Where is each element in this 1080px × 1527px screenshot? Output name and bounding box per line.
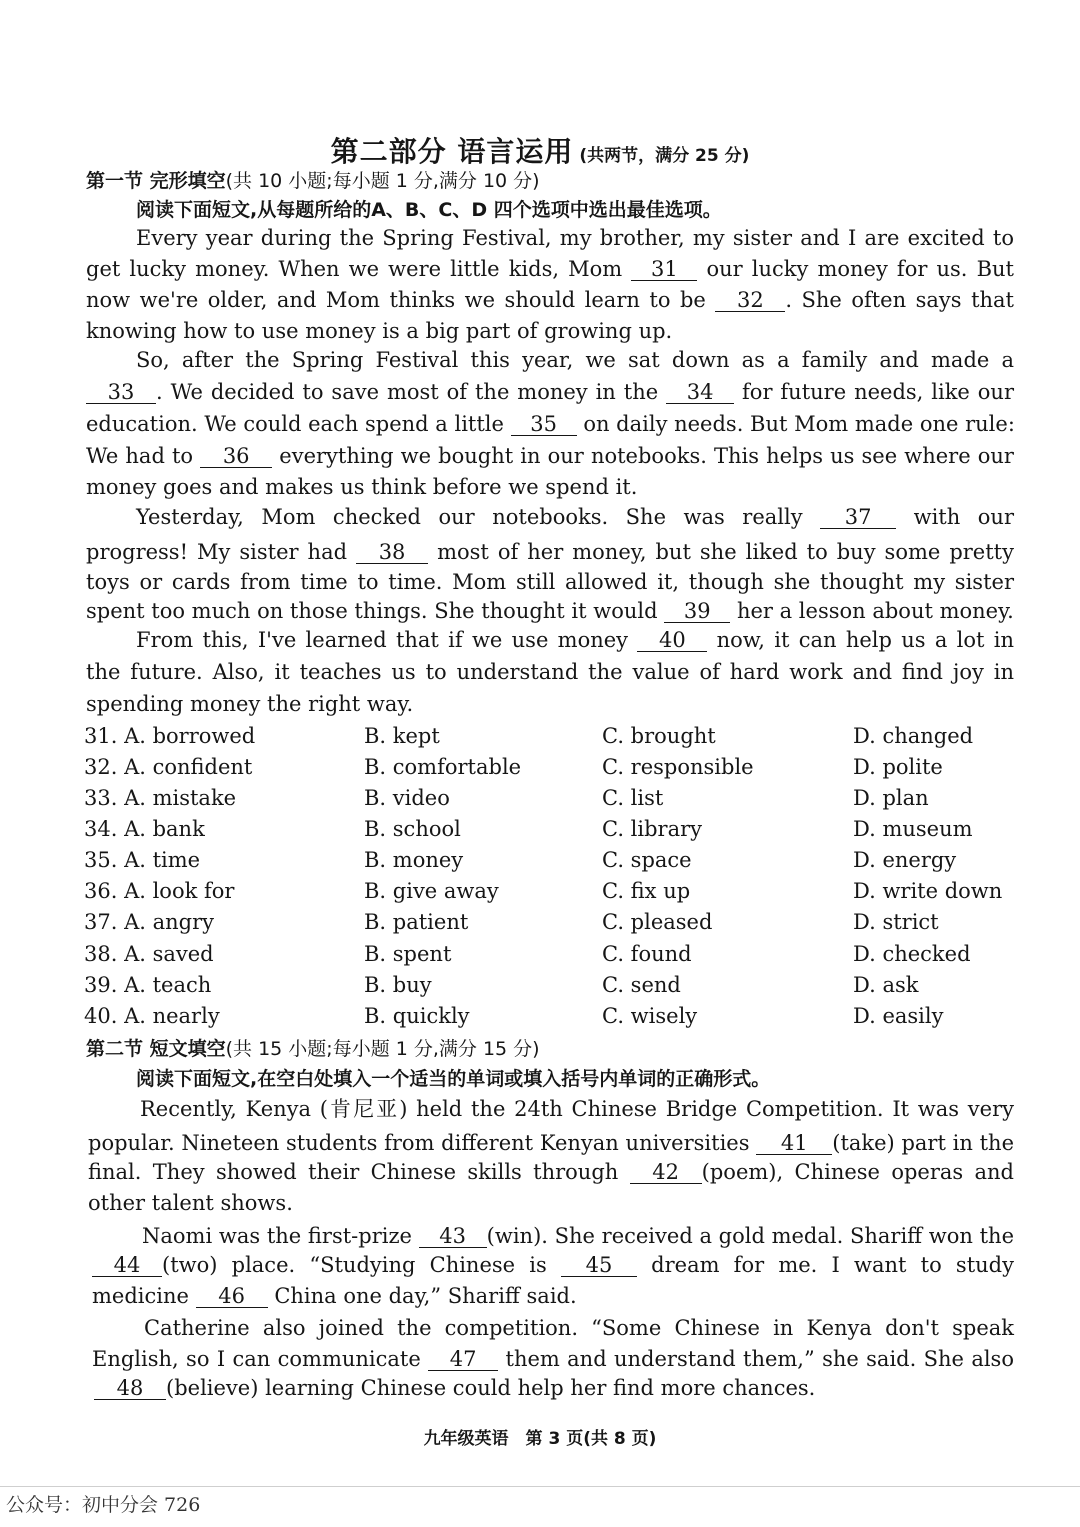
option-choice[interactable]: D. polite [853,755,943,779]
option-row [84,845,1024,875]
blank-37[interactable]: 37 [820,506,896,529]
option-choice[interactable]: B. buy [364,973,432,997]
section1-instruction: 阅读下面短文,从每题所给的A、B、C、D 四个选项中选出最佳选项。 [136,199,722,221]
option-row [84,814,1024,844]
blank-31[interactable]: 31 [631,258,697,281]
section2-heading-label: 第二节 短文填空 [86,1038,226,1060]
section1-heading [86,167,1014,195]
passage2-line: Catherine also joined the competition. “Some Chinese in Kenya don't speak [144,1316,1014,1340]
text-fragment: . We decided to save most of the money in the [156,380,659,404]
blank-33[interactable]: 33 [86,381,156,404]
passage1-line [86,597,1014,625]
part-title-main: 第二部分 语言运用 [330,135,574,168]
option-choice[interactable]: C. fix up [602,879,691,903]
passage2-line [88,1129,1014,1157]
option-choice[interactable]: B. video [364,786,450,810]
text-fragment: (believe) learning Chinese could help her find more chances. [166,1376,816,1400]
blank-47[interactable]: 47 [428,1348,498,1371]
text-fragment: our lucky money for us. But [706,257,1014,281]
option-row [84,783,1024,813]
text-fragment: with our [913,505,1014,529]
option-row [84,970,1024,1000]
text-fragment: medicine [92,1284,189,1308]
text-fragment: English, so I can communicate [92,1347,421,1371]
blank-42[interactable]: 42 [630,1161,702,1184]
text-fragment: China one day,” Shariff said. [274,1284,577,1308]
option-choice[interactable]: C. responsible [602,755,754,779]
passage1-line [86,442,1014,470]
section2-instruction: 阅读下面短文,在空白处填入一个适当的单词或填入括号内单词的正确形式。 [136,1068,771,1090]
text-fragment: for future needs, like our [742,380,1014,404]
text-fragment: (two) place. “Studying Chinese is [162,1253,547,1277]
part-title [0,130,1080,170]
section1-heading-note: (共 10 小题;每小题 1 分,满分 10 分) [225,170,540,192]
text-fragment: (poem), Chinese operas and [701,1160,1014,1184]
text-fragment: We had to [86,444,194,468]
passage2-line [94,1374,1022,1402]
text-fragment: her a lesson about money. [736,599,1014,623]
passage1-line: knowing how to use money is a big part of growing up. [86,319,673,343]
text-fragment: Naomi was the first-prize [142,1224,412,1248]
passage1-line: toys or cards from time to time. Mom still allowed it, though she thought my sister [86,570,1014,594]
text-fragment: final. They showed their Chinese skills through [88,1160,619,1184]
passage1-line: the future. Also, it teaches us to understand the value of hard work and find joy in [86,660,1014,684]
passage2-line: Recently, Kenya (肯尼亚) held the 24th Chinese Bridge Competition. It was very [140,1097,1014,1121]
part-title-note: (共两节，满分 25 分) [579,146,750,166]
passage1-line: money goes and makes us think before we spend it. [86,475,638,499]
option-row [84,1001,1024,1031]
text-fragment: (win). She received a gold medal. Shariff won the [486,1224,1014,1248]
option-choice[interactable]: B. patient [364,910,469,934]
option-choice[interactable]: D. museum [853,817,973,841]
option-choice[interactable]: B. spent [364,942,452,966]
option-choice[interactable]: B. give away [364,879,499,903]
passage2-line [142,1222,1014,1250]
passage1-line [136,626,1014,654]
option-choice[interactable]: 35. A. time [84,848,201,872]
option-choice[interactable]: 40. A. nearly [84,1004,220,1028]
blank-34[interactable]: 34 [666,381,734,404]
option-choice[interactable]: 37. A. angry [84,910,214,934]
text-fragment: From this, I've learned that if we use money [136,628,629,652]
option-choice[interactable]: 32. A. confident [84,755,253,779]
option-choice[interactable]: D. plan [853,786,929,810]
option-choice[interactable]: D. energy [853,848,957,872]
option-choice[interactable]: D. ask [853,973,919,997]
text-fragment: dream for me. I want to study [651,1253,1014,1277]
passage2-line [92,1345,1014,1373]
option-choice[interactable]: C. pleased [602,910,713,934]
text-fragment: get lucky money. When we were little kids, Mom [86,257,623,281]
blank-41[interactable]: 41 [756,1132,832,1155]
option-row [84,752,1024,782]
passage1-line [86,538,1014,566]
text-fragment: progress! My sister had [86,540,348,564]
option-choice[interactable]: 38. A. saved [84,942,214,966]
option-choice[interactable]: C. list [602,786,664,810]
text-fragment: everything we bought in our notebooks. This helps us see where our [279,444,1014,468]
passage1-line [86,410,1014,438]
option-choice[interactable]: B. comfortable [364,755,522,779]
option-choice[interactable]: C. library [602,817,703,841]
passage1-line [86,286,1014,314]
text-fragment: . She often says that [785,288,1014,312]
option-choice[interactable]: B. school [364,817,461,841]
blank-39[interactable]: 39 [664,600,730,623]
blank-35[interactable]: 35 [511,413,577,436]
option-row [84,939,1024,969]
option-choice[interactable]: D. checked [853,942,971,966]
blank-32[interactable]: 32 [715,289,785,312]
section1-heading-label: 第一节 完形填空 [86,170,226,192]
option-choice[interactable]: C. brought [602,724,716,748]
text-fragment: them and understand them,” she said. She also [505,1347,1014,1371]
option-choice[interactable]: B. kept [364,724,440,748]
passage2-line: other talent shows. [88,1191,293,1215]
blank-40[interactable]: 40 [637,629,707,652]
passage1-line: spending money the right way. [86,692,414,716]
option-choice[interactable]: 33. A. mistake [84,786,237,810]
option-choice[interactable]: C. space [602,848,692,872]
text-fragment: popular. Nineteen students from different Kenyan universities [88,1131,750,1155]
text-fragment: now we're older, and Mom thinks we should learn to be [86,288,706,312]
blank-43[interactable]: 43 [419,1225,487,1248]
watermark: 公众号：初中分会 726 [6,1494,201,1516]
section2-heading-note: (共 15 小题;每小题 1 分,满分 15 分) [225,1038,540,1060]
text-fragment: on daily needs. But Mom made one rule: [583,412,1015,436]
option-choice[interactable]: D. changed [853,724,974,748]
text-fragment: now, it can help us a lot in [716,628,1014,652]
watermark-divider [0,1486,1080,1487]
option-row [84,907,1024,937]
option-choice[interactable]: D. write down [853,879,1003,903]
option-choice[interactable]: 39. A. teach [84,973,212,997]
passage1-line [136,503,1014,531]
passage1-line [86,255,1014,283]
option-choice[interactable]: 34. A. bank [84,817,205,841]
option-choice[interactable]: 31. A. borrowed [84,724,256,748]
passage2-line [88,1158,1014,1186]
option-choice[interactable]: C. wisely [602,1004,698,1028]
passage2-line [92,1282,1020,1310]
blank-46[interactable]: 46 [196,1285,268,1308]
passage1-line [86,378,1014,406]
blank-38[interactable]: 38 [356,541,428,564]
blank-48[interactable]: 48 [94,1377,166,1400]
page-footer: 九年级英语 第 3 页(共 8 页) [423,1429,657,1449]
option-row [84,721,1024,751]
blank-44[interactable]: 44 [92,1254,162,1277]
passage1-line: So, after the Spring Festival this year, we sat down as a family and made a [136,348,1014,372]
option-choice[interactable]: 36. A. look for [84,879,235,903]
blank-45[interactable]: 45 [561,1254,637,1277]
option-choice[interactable]: B. quickly [364,1004,470,1028]
option-choice[interactable]: D. easily [853,1004,944,1028]
text-fragment: (take) part in the [832,1131,1014,1155]
option-choice[interactable]: C. found [602,942,692,966]
option-choice[interactable]: B. money [364,848,464,872]
section2-heading [86,1035,1014,1063]
text-fragment: Yesterday, Mom checked our notebooks. She was really [136,505,803,529]
option-choice[interactable]: D. strict [853,910,939,934]
text-fragment: spent too much on those things. She thought it would [86,599,658,623]
text-fragment: education. We could each spend a little [86,412,504,436]
passage1-line: Every year during the Spring Festival, my brother, my sister and I are excited to [136,226,1014,250]
passage2-line [92,1251,1014,1279]
blank-36[interactable]: 36 [200,445,272,468]
option-choice[interactable]: C. send [602,973,681,997]
option-row [84,876,1024,906]
text-fragment: most of her money, but she liked to buy some pretty [437,540,1014,564]
